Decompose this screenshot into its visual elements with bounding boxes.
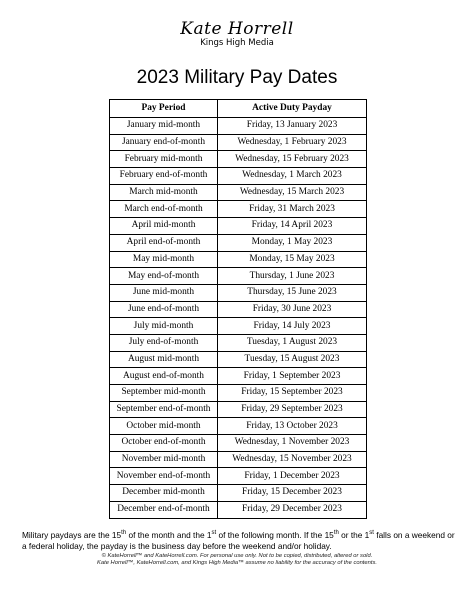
- table-row: [110, 418, 367, 435]
- pay-period-cell: August mid-month: [110, 351, 218, 368]
- pay-period-cell: December mid-month: [110, 485, 218, 502]
- table-row: [110, 451, 367, 468]
- pay-period-cell: September mid-month: [110, 385, 218, 402]
- table-row: [110, 485, 367, 502]
- footnote-superscript: st: [369, 530, 374, 537]
- table-row: [110, 268, 367, 285]
- table-row: [110, 251, 367, 268]
- footnote-superscript: th: [333, 530, 339, 537]
- payday-cell: Friday, 15 December 2023: [218, 485, 367, 502]
- payday-cell: Wednesday, 15 March 2023: [218, 184, 367, 201]
- payday-cell: Friday, 1 September 2023: [218, 368, 367, 385]
- table-row: [110, 351, 367, 368]
- column-header-active-duty-payday: Active Duty Payday: [218, 100, 367, 118]
- pay-period-cell: June end-of-month: [110, 301, 218, 318]
- table-row: [110, 401, 367, 418]
- pay-period-cell: May mid-month: [110, 251, 218, 268]
- table-row: [110, 168, 367, 185]
- payday-cell: Thursday, 15 June 2023: [218, 284, 367, 301]
- pay-period-cell: December end-of-month: [110, 501, 218, 518]
- payday-cell: Thursday, 1 June 2023: [218, 268, 367, 285]
- pay-period-cell: April mid-month: [110, 218, 218, 235]
- footnote-text: Military paydays are the 15: [22, 530, 122, 540]
- copyright-line: © KateHorrell™ and KateHorrell.com. For personal use only. Not to be copied, distributed, altered or sold.: [101, 553, 373, 559]
- table-row: [110, 134, 367, 151]
- payday-cell: Wednesday, 1 February 2023: [218, 134, 367, 151]
- payday-cell: Friday, 13 January 2023: [218, 118, 367, 135]
- payday-cell: Friday, 13 October 2023: [218, 418, 367, 435]
- payday-cell: Monday, 15 May 2023: [218, 251, 367, 268]
- footnote-text: of the following month. If the 15: [216, 530, 334, 540]
- table-row: [110, 334, 367, 351]
- payday-cell: Friday, 15 September 2023: [218, 385, 367, 402]
- pay-period-cell: September end-of-month: [110, 401, 218, 418]
- pay-period-cell: July mid-month: [110, 318, 218, 335]
- payday-cell: Tuesday, 1 August 2023: [218, 334, 367, 351]
- pay-period-cell: February mid-month: [110, 151, 218, 168]
- table-body: [110, 118, 367, 519]
- logo-script-text: Kate Horrell: [180, 19, 294, 39]
- pay-period-cell: November mid-month: [110, 451, 218, 468]
- pay-period-cell: March end-of-month: [110, 201, 218, 218]
- table-row: [110, 184, 367, 201]
- payday-cell: Friday, 31 March 2023: [218, 201, 367, 218]
- pay-period-cell: October mid-month: [110, 418, 218, 435]
- table-row: [110, 385, 367, 402]
- payday-cell: Friday, 1 December 2023: [218, 468, 367, 485]
- table-row: [110, 368, 367, 385]
- payday-cell: Friday, 30 June 2023: [218, 301, 367, 318]
- table-row: [110, 218, 367, 235]
- payday-cell: Tuesday, 15 August 2023: [218, 351, 367, 368]
- table-row: [110, 151, 367, 168]
- footnote-superscript: st: [211, 530, 217, 537]
- payday-cell: Friday, 14 April 2023: [218, 218, 367, 235]
- pay-period-cell: March mid-month: [110, 184, 218, 201]
- logo: [0, 20, 474, 48]
- liability-line: Kate Horrell™, KateHorrell.com, and Kings High Media™ assume no liability for the accuracy of the contents.: [97, 560, 377, 566]
- table-row: [110, 234, 367, 251]
- page-title: 2023 Military Pay Dates: [136, 67, 338, 88]
- payday-cell: Monday, 1 May 2023: [218, 234, 367, 251]
- footnote-superscript: th: [121, 530, 127, 537]
- payday-cell: Friday, 14 July 2023: [218, 318, 367, 335]
- payday-cell: Friday, 29 September 2023: [218, 401, 367, 418]
- footnote-text: of the month and the 1: [126, 530, 212, 540]
- pay-period-cell: July end-of-month: [110, 334, 218, 351]
- footnote-text: or the 1: [338, 530, 370, 540]
- table-row: [110, 468, 367, 485]
- payday-cell: Wednesday, 1 March 2023: [218, 168, 367, 185]
- pay-period-cell: January mid-month: [110, 118, 218, 135]
- table-row: [110, 118, 367, 135]
- payday-cell: Friday, 29 December 2023: [218, 501, 367, 518]
- payday-cell: Wednesday, 15 February 2023: [218, 151, 367, 168]
- payday-cell: Wednesday, 15 November 2023: [218, 451, 367, 468]
- table-row: [110, 201, 367, 218]
- table-header-row: [110, 100, 367, 118]
- footnote-text: falls on a weekend or a federal holiday, the payday is the business day before the weekend and/or holiday.: [22, 530, 455, 551]
- payday-footnote: [22, 530, 456, 551]
- pay-period-cell: May end-of-month: [110, 268, 218, 285]
- pay-period-cell: October end-of-month: [110, 435, 218, 452]
- column-header-pay-period: Pay Period: [110, 100, 218, 118]
- payday-cell: Wednesday, 1 November 2023: [218, 435, 367, 452]
- logo-subtitle: Kings High Media: [200, 38, 274, 48]
- table-row: [110, 284, 367, 301]
- table-row: [110, 501, 367, 518]
- pay-period-cell: November end-of-month: [110, 468, 218, 485]
- pay-period-cell: February end-of-month: [110, 168, 218, 185]
- table-row: [110, 435, 367, 452]
- pay-period-cell: August end-of-month: [110, 368, 218, 385]
- pay-period-cell: June mid-month: [110, 284, 218, 301]
- table-row: [110, 301, 367, 318]
- pay-dates-table: [109, 99, 367, 519]
- table-row: [110, 318, 367, 335]
- pay-period-cell: April end-of-month: [110, 234, 218, 251]
- pay-period-cell: January end-of-month: [110, 134, 218, 151]
